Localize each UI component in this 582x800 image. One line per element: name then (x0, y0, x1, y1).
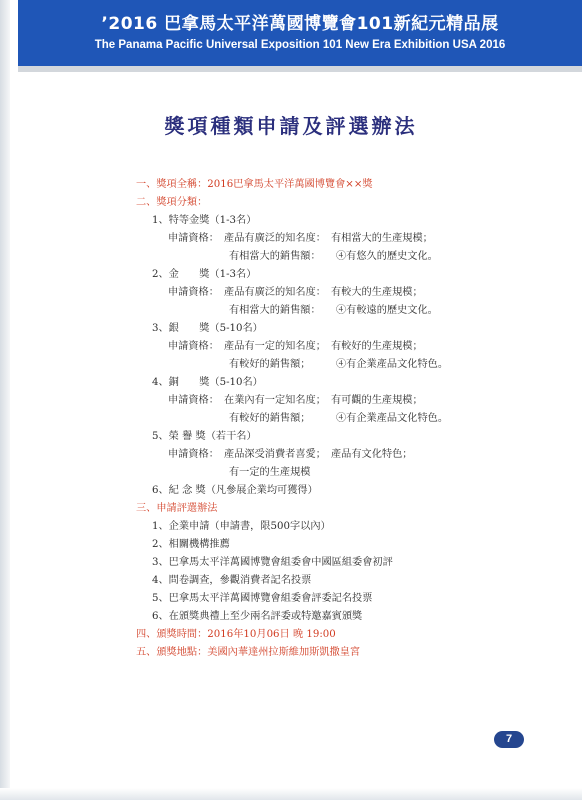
bronze-criteria-1: 申請資格： 在業內有一定知名度； 有可觀的生產規模； (168, 395, 423, 406)
award-commemorative: 6、紀 念 獎（凡參展企業均可獲得） (152, 485, 318, 496)
banner-title: ’2016 巴拿馬太平洋萬國博覽會101新紀元精品展 (101, 14, 499, 34)
selection-step-3: 3、巴拿馬太平洋萬國博覽會組委會中國區組委會初評 (152, 557, 393, 568)
award-bronze: 4、銅 獎（5-10名） (152, 377, 263, 388)
section-5-award-venue: 五、頒獎地點：美國內華達州拉斯維加斯凱撒皇宮 (136, 647, 361, 658)
selection-step-6: 6、在頒獎典禮上至少兩名評委或特邀嘉賓頒獎 (152, 611, 363, 622)
section-3-heading: 三、申請評選辦法 (136, 503, 218, 514)
award-honor: 5、榮 譽 獎（若干名） (152, 431, 257, 442)
gold-criteria-2: 有相當大的銷售額： ④有較遠的歷史文化。 (229, 305, 438, 316)
award-grand-gold: 1、特等金獎（1-3名） (152, 215, 257, 226)
grand-gold-criteria-1: 申請資格： 產品有廣泛的知名度： 有相當大的生產規模； (168, 233, 433, 244)
gold-criteria-1: 申請資格： 產品有廣泛的知名度： 有較大的生產規模； (168, 287, 423, 298)
section-1-award-name: 一、獎項全稱：2016巴拿馬太平洋萬國博覽會××獎 (136, 179, 373, 190)
banner-divider (18, 66, 582, 72)
grand-gold-criteria-2: 有相當大的銷售額： ④有悠久的歷史文化。 (229, 251, 438, 262)
page-number-badge: 7 (494, 731, 524, 748)
award-silver: 3、銀 獎（5-10名） (152, 323, 263, 334)
section-2-heading: 二、獎項分類： (136, 197, 208, 208)
selection-step-1: 1、企業申請（申請書，限500字以內） (152, 521, 331, 532)
scan-bottom-edge (0, 788, 582, 800)
document-title: 獎項種類申請及評選辦法 (164, 114, 418, 138)
honor-criteria-2: 有一定的生產規模 (229, 467, 311, 478)
bronze-criteria-2: 有較好的銷售額； ④有企業產品文化特色。 (229, 413, 449, 424)
silver-criteria-1: 申請資格： 產品有一定的知名度； 有較好的生產規模； (168, 341, 423, 352)
section-4-award-time: 四、頒獎時間：2016年10月06日 晚 19:00 (136, 629, 336, 640)
header-banner (18, 0, 582, 66)
award-gold: 2、金 獎（1-3名） (152, 269, 257, 280)
banner-subtitle: The Panama Pacific Universal Exposition 101 New Era Exhibition USA 2016 (94, 39, 506, 51)
selection-step-4: 4、問卷調查，參觀消費者記名投票 (152, 575, 312, 586)
silver-criteria-2: 有較好的銷售額； ④有企業產品文化特色。 (229, 359, 449, 370)
honor-criteria-1: 申請資格： 產品深受消費者喜愛； 產品有文化特色； (168, 449, 413, 460)
selection-step-2: 2、相關機構推薦 (152, 539, 230, 550)
selection-step-5: 5、巴拿馬太平洋萬國博覽會組委會評委記名投票 (152, 593, 373, 604)
